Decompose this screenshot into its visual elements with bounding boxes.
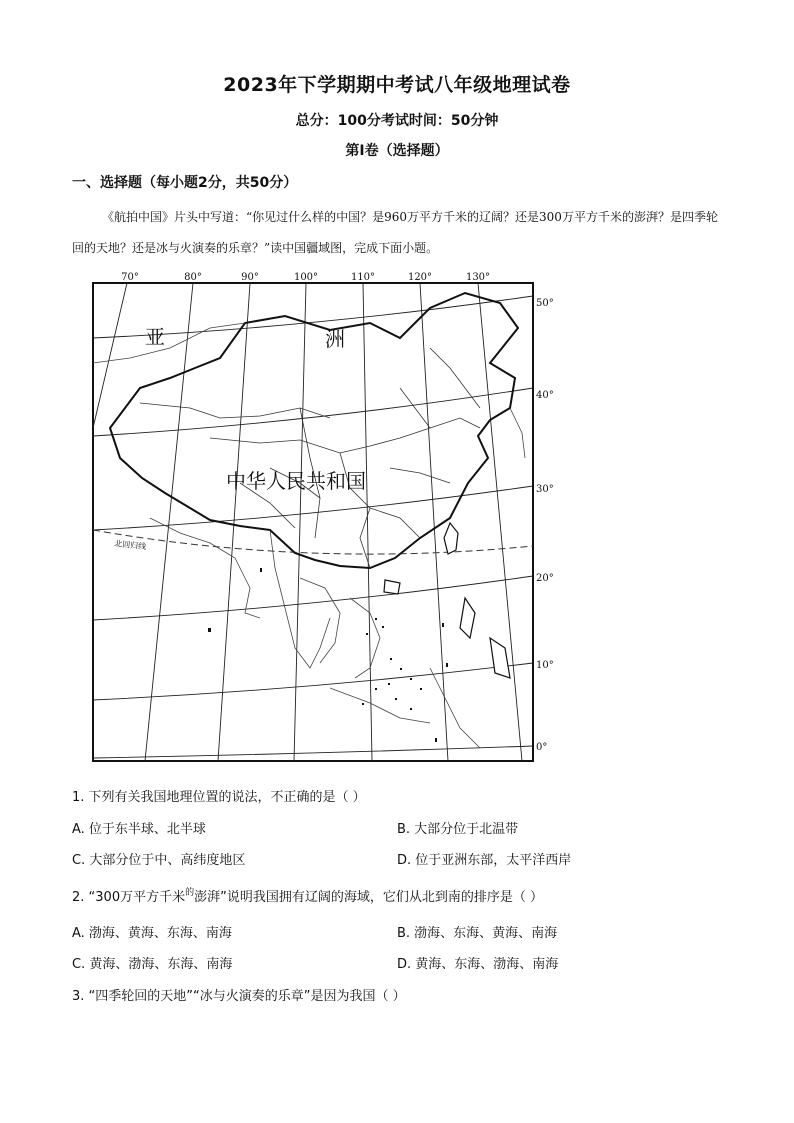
china-territory-map [70,268,570,768]
latitude-labels [536,298,554,753]
question-2-stem-part-a: 2. “300万平方千米 [72,890,186,905]
question-2-stem-sup: 的 [185,888,195,898]
question-2-option-b[interactable]: B. 渤海、东海、黄海、南海 [397,926,558,941]
lat-label-10: 10° [536,660,554,671]
question-1-option-c[interactable]: C. 大部分位于中、高纬度地区 [72,853,246,868]
question-1-stem: 1. 下列有关我国地理位置的说法，不正确的是（ ） [72,790,366,805]
lon-label-90: 90° [241,272,259,283]
question-1-option-a[interactable]: A. 位于东半球、北半球 [72,822,206,837]
lat-label-0: 0° [536,742,548,753]
question-2-option-a[interactable]: A. 渤海、黄海、东海、南海 [72,926,232,941]
question-2-option-c[interactable]: C. 黄海、渤海、东海、南海 [72,957,233,972]
lon-label-100: 100° [293,272,319,283]
map-label-tropic: 北回归线 [113,539,147,552]
lon-label-80: 80° [184,272,202,283]
map-label-asia-2: 洲 [325,327,345,351]
lon-label-110: 110° [350,272,376,283]
exam-title: 2023年下学期期中考试八年级地理试卷 [223,74,571,96]
question-1-option-d[interactable]: D. 位于亚洲东部，太平洋西岸 [397,853,572,868]
lat-label-50: 50° [536,298,554,309]
lon-label-120: 120° [407,272,433,283]
question-1-option-b[interactable]: B. 大部分位于北温带 [397,822,519,837]
map-label-country: 中华人民共和国 [226,469,366,493]
question-2-stem [72,886,543,905]
lon-label-70: 70° [121,272,139,283]
lat-label-20: 20° [536,573,554,584]
exam-subtitle: 总分：100分考试时间：50分钟 [295,113,499,129]
lat-label-40: 40° [536,390,554,401]
part-heading: 第Ⅰ卷（选择题） [345,143,449,159]
longitude-labels [121,272,490,283]
section-heading: 一、选择题（每小题2分，共50分） [72,175,298,191]
question-2-option-d[interactable]: D. 黄海、东海、渤海、南海 [397,957,559,972]
intro-paragraph: 《航拍中国》片头中写道：“你见过什么样的中国？是960万平方千米的辽阔？还是300万平方千米的澎湃？是四季轮回的天地？还是冰与火演奏的乐章？”读中国疆域图，完成下面小题。 [72,210,718,255]
lat-label-30: 30° [536,484,554,495]
question-2-stem-part-b: 澎湃”说明我国拥有辽阔的海域，它们从北到南的排序是（ ） [194,890,543,905]
lon-label-130: 130° [465,272,491,283]
map-label-asia-1: 亚 [145,325,165,349]
question-3-stem: 3. “四季轮回的天地”“冰与火演奏的乐章”是因为我国（ ） [72,989,406,1004]
